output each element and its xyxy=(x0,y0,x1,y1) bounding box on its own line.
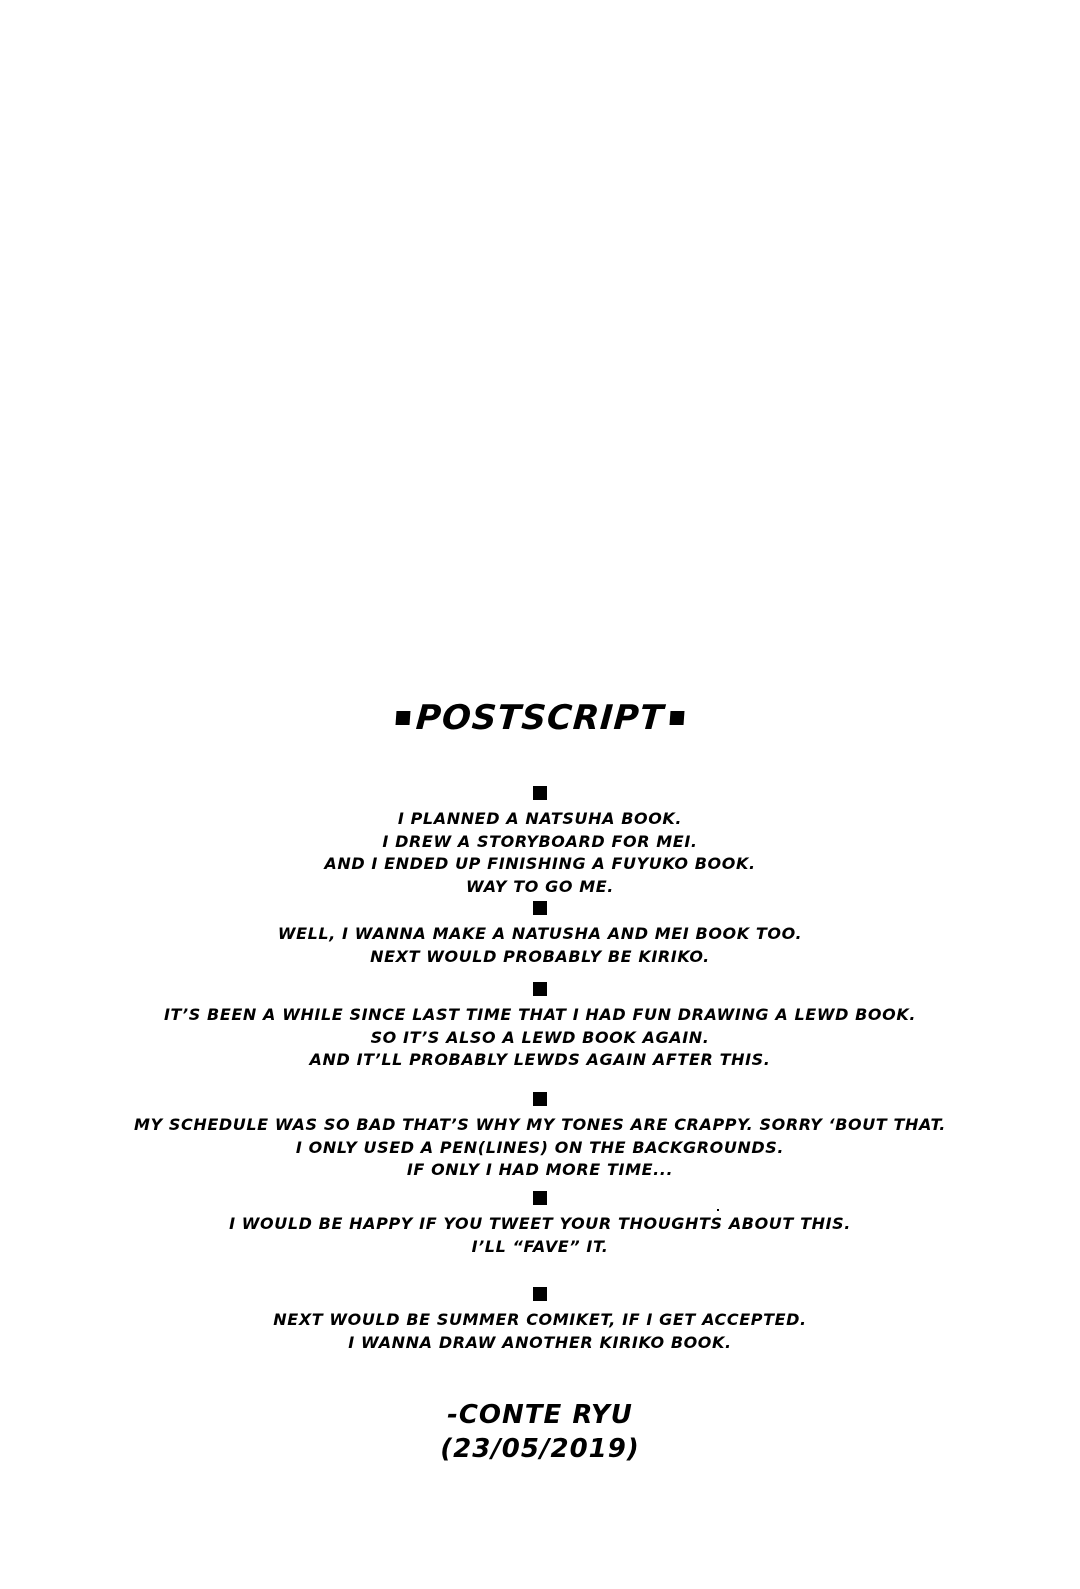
note-line: I PLANNED A NATSUHA BOOK. xyxy=(397,809,683,828)
square-bullet-icon xyxy=(669,711,684,725)
square-bullet-icon xyxy=(533,901,547,915)
note-line: I WOULD BE HAPPY IF YOU TWEET YOUR THOUGHTS ABOUT THIS. xyxy=(229,1214,851,1233)
note-line: SO IT’S ALSO A LEWD BOOK AGAIN. xyxy=(370,1027,710,1047)
postscript-title xyxy=(0,696,1080,740)
note-section-1 xyxy=(0,786,1080,898)
note-line: IF ONLY I HAD MORE TIME... xyxy=(406,1160,674,1179)
note-line: AND I ENDED UP FINISHING A FUYUKO BOOK. xyxy=(324,854,756,873)
author-signature xyxy=(0,1398,1080,1466)
note-line: WELL, I WANNA MAKE A NATUSHA AND MEI BOOK TOO. xyxy=(277,924,803,943)
note-line: I’LL “FAVE” IT. xyxy=(471,1236,609,1256)
note-section-4 xyxy=(0,1092,1080,1182)
note-line: NEXT WOULD BE SUMMER COMIKET, IF I GET ACCEPTED. xyxy=(273,1310,807,1329)
ink-speck xyxy=(717,1209,719,1211)
square-bullet-icon xyxy=(533,1191,547,1205)
postscript-title-text: POSTSCRIPT xyxy=(414,698,666,738)
author-name: -CONTE RYU xyxy=(447,1400,633,1430)
square-bullet-icon xyxy=(396,711,411,725)
note-line: WAY TO GO ME. xyxy=(466,876,614,896)
square-bullet-icon xyxy=(533,1092,547,1106)
note-line: MY SCHEDULE WAS SO BAD THAT’S WHY MY TONES ARE CRAPPY. SORRY ‘BOUT THAT. xyxy=(134,1115,946,1134)
note-line: I ONLY USED A PEN(LINES) ON THE BACKGROUNDS. xyxy=(295,1137,785,1157)
note-section-2 xyxy=(0,901,1080,968)
note-line: IT’S BEEN A WHILE SINCE LAST TIME THAT I HAD FUN DRAWING A LEWD BOOK. xyxy=(163,1005,916,1024)
note-section-5 xyxy=(0,1191,1080,1258)
square-bullet-icon xyxy=(533,786,547,800)
note-line: NEXT WOULD PROBABLY BE KIRIKO. xyxy=(370,946,710,966)
square-bullet-icon xyxy=(533,1287,547,1301)
note-line: AND IT’LL PROBABLY LEWDS AGAIN AFTER THIS. xyxy=(309,1050,771,1069)
note-line: I DREW A STORYBOARD FOR MEI. xyxy=(382,831,698,851)
signature-date: (23/05/2019) xyxy=(440,1434,640,1464)
note-section-6 xyxy=(0,1287,1080,1354)
note-line: I WANNA DRAW ANOTHER KIRIKO BOOK. xyxy=(348,1332,732,1352)
note-section-3 xyxy=(0,982,1080,1072)
square-bullet-icon xyxy=(533,982,547,996)
